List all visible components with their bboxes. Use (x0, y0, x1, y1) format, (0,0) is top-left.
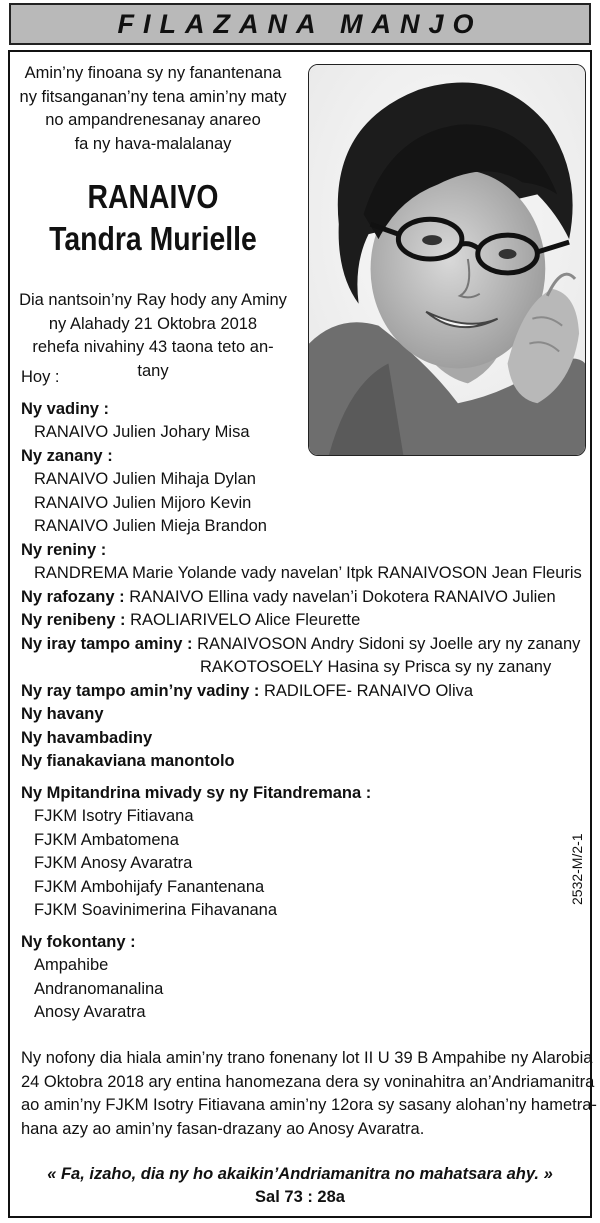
church-name: FJKM Ambatomena (34, 830, 179, 849)
church-name: FJKM Ambohijafy Fanantenana (34, 877, 265, 896)
funeral-details (21, 1047, 597, 1141)
zanany-label: Ny zanany : (21, 446, 113, 465)
deceased-given-names: Tandra Murielle (49, 220, 257, 257)
family-list (21, 366, 581, 1025)
ray-tampo-row (21, 680, 581, 704)
intro-line: Amin’ny finoana sy ny fanantenana (24, 64, 282, 82)
zanany-name: RANAIVO Julien Mihaja Dylan (34, 470, 256, 488)
intro-line: ny fitsanganan’ny tena amin’ny maty (19, 87, 287, 106)
fianakaviana-label: Ny fianakaviana manontolo (21, 752, 235, 770)
hoy-label: Hoy : (21, 368, 60, 386)
deceased-surname: RANAIVO (87, 178, 219, 215)
fokontany-name: Ampahibe (34, 956, 109, 974)
reference-code: 2532-M/2-1 (569, 833, 585, 905)
reniny-name: RANDREMA Marie Yolande vady navelan’ Itpk RANAIVOSON Jean Fleuris (34, 564, 582, 582)
iray-tampo-name: RANAIVOSON Andry Sidoni sy Joelle ary ny zanany (197, 634, 581, 653)
iray-tampo-label: Ny iray tampo aminy : (21, 634, 193, 653)
header-banner (9, 3, 591, 45)
iray-tampo-name: RAKOTOSOELY Hasina sy Prisca sy ny zanany (200, 658, 552, 676)
renibeny-name: RAOLIARIVELO Alice Fleurette (130, 611, 361, 629)
death-line: ny Alahady 21 Oktobra 2018 (48, 314, 258, 333)
havany-label: Ny havany (21, 705, 104, 723)
funeral-line: 24 Oktobra 2018 ary entina hanomezana dera sy voninahitra an’Andriamanitra (21, 1072, 595, 1091)
deceased-name (37, 176, 269, 260)
rafozany-row (21, 586, 581, 610)
bible-verse-reference: Sal 73 : 28a (255, 1188, 345, 1206)
fokontany-label: Ny fokontany : (21, 932, 136, 951)
funeral-line: hana azy ao amin’ny fasan-drazany ao Anosy Avaratra. (21, 1119, 425, 1138)
fokontany-name: Anosy Avaratra (34, 1003, 146, 1021)
death-line: Dia nantsoin’ny Ray hody any Aminy (19, 291, 287, 309)
rafozany-name: RANAIVO Ellina vady navelan’i Dokotera RANAIVO Julien (129, 587, 556, 606)
intro-line: no ampandrenesanay anareo (45, 111, 261, 129)
iray-tampo-row (21, 633, 581, 657)
fokontany-name: Andranomanalina (34, 979, 164, 998)
funeral-line: Ny nofony dia hiala amin’ny trano fonenany lot II U 39 B Ampahibe ny Alarobia (21, 1049, 593, 1067)
header-title: FILAZANA MANJO (117, 8, 483, 39)
zanany-name: RANAIVO Julien Mieja Brandon (34, 517, 267, 535)
intro-text (18, 62, 288, 156)
church-name: FJKM Soavinimerina Fihavanana (34, 901, 278, 919)
funeral-line: ao amin’ny FJKM Isotry Fitiavana amin’ny 12ora sy sasany alohan’ny hametra- (21, 1096, 597, 1114)
rafozany-label: Ny rafozany : (21, 587, 125, 606)
bible-quote: « Fa, izaho, dia ny ho akaikin’Andriamanitra no mahatsara ahy. » (47, 1165, 553, 1183)
church-name: FJKM Isotry Fitiavana (34, 807, 194, 825)
zanany-name: RANAIVO Julien Mijoro Kevin (34, 493, 252, 512)
vadiny-name: RANAIVO Julien Johary Misa (34, 423, 250, 441)
death-line: rehefa nivahiny 43 taona teto an-tany (32, 338, 274, 380)
ray-tampo-label: Ny ray tampo amin’ny vadiny : (21, 681, 260, 700)
church-name: FJKM Anosy Avaratra (34, 854, 193, 872)
intro-line: fa ny hava-malalanay (74, 134, 232, 153)
renibeny-label: Ny renibeny : (21, 611, 126, 629)
reniny-label: Ny reniny : (21, 540, 107, 559)
vadiny-label: Ny vadiny : (21, 399, 110, 418)
churches-label: Ny Mpitandrina mivady sy ny Fitandremana : (21, 783, 372, 802)
ray-tampo-name: RADILOFE- RANAIVO Oliva (264, 681, 474, 700)
renibeny-row (21, 609, 581, 633)
havambadiny-label: Ny havambadiny (21, 728, 153, 747)
